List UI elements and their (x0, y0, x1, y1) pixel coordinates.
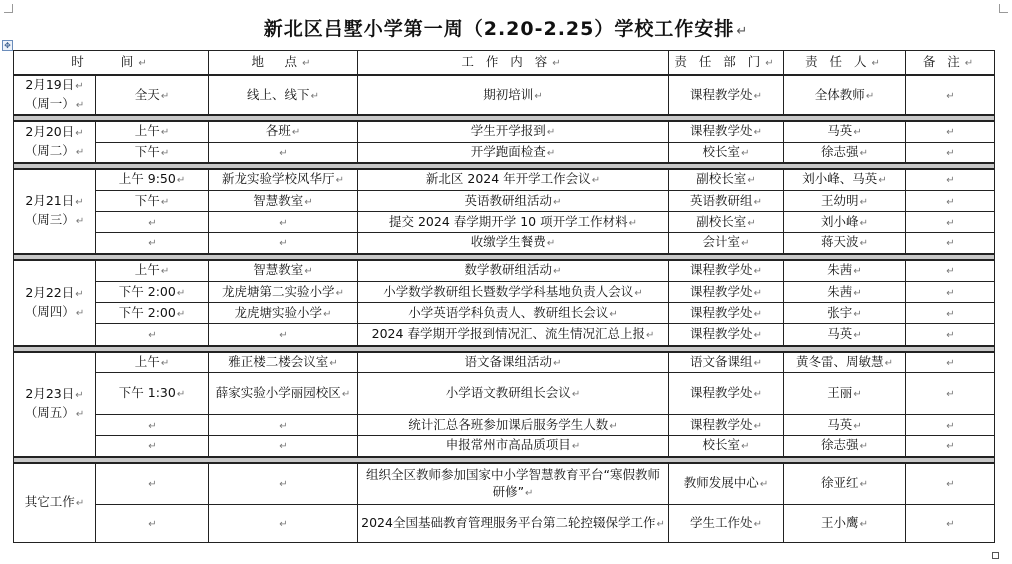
note-cell[interactable]: ↵ (906, 142, 995, 163)
dept-cell[interactable]: 课程教学处↵ (669, 75, 784, 115)
place-cell[interactable]: ↵ (209, 212, 358, 233)
date-text: 其它工作↵ (24, 494, 85, 510)
dept-cell[interactable]: 课程教学处↵ (669, 303, 784, 324)
table-row (14, 142, 995, 163)
person-cell[interactable]: 刘小峰↵ (784, 212, 906, 233)
place-cell[interactable]: 智慧教室↵ (209, 260, 358, 282)
table-header-row (14, 51, 995, 76)
table-row (14, 169, 995, 191)
table-row (14, 324, 995, 346)
header-content: 工 作 内 容↵ (358, 51, 669, 76)
time-cell[interactable]: ↵ (96, 233, 209, 254)
person-cell[interactable]: 张宇↵ (784, 303, 906, 324)
person-cell[interactable]: 蒋天波↵ (784, 233, 906, 254)
table-row (14, 436, 995, 457)
place-cell[interactable]: ↵ (209, 142, 358, 163)
place-cell[interactable]: ↵ (209, 463, 358, 505)
dept-cell[interactable]: 课程教学处↵ (669, 324, 784, 346)
date-cell[interactable] (14, 75, 96, 115)
dept-cell[interactable]: 课程教学处↵ (669, 373, 784, 415)
place-cell[interactable]: 龙虎塘第二实验小学↵ (209, 282, 358, 303)
table-row (14, 373, 995, 415)
note-cell[interactable]: ↵ (906, 303, 995, 324)
table-row (14, 212, 995, 233)
table-move-handle-icon[interactable]: ✥ (2, 40, 13, 51)
time-cell[interactable]: 全天↵ (96, 75, 209, 115)
document-title-text: 新北区吕墅小学第一周（2.20-2.25）学校工作安排 (263, 18, 735, 40)
place-cell[interactable]: ↵ (209, 233, 358, 254)
person-cell[interactable]: 朱茜↵ (784, 260, 906, 282)
person-cell[interactable]: 徐志强↵ (784, 436, 906, 457)
date-cell[interactable] (14, 169, 96, 254)
place-cell[interactable]: 雅正楼二楼会议室↵ (209, 352, 358, 373)
note-cell[interactable]: ↵ (906, 282, 995, 303)
header-time: 时 间↵ (14, 51, 209, 76)
schedule-body (14, 75, 995, 543)
date-cell[interactable] (14, 352, 96, 457)
dept-cell[interactable]: 会计室↵ (669, 233, 784, 254)
dept-cell[interactable]: 课程教学处↵ (669, 415, 784, 436)
time-cell[interactable]: 上午↵ (96, 260, 209, 282)
time-cell[interactable]: 下午 2:00↵ (96, 282, 209, 303)
time-cell[interactable]: 下午 1:30↵ (96, 373, 209, 415)
content-cell[interactable]: 2024 春学期开学报到情况汇、流生情况汇总上报↵ (358, 324, 669, 346)
note-cell[interactable]: ↵ (906, 191, 995, 212)
content-cell[interactable]: 小学英语学科负责人、教研组长会议↵ (358, 303, 669, 324)
time-cell[interactable]: ↵ (96, 212, 209, 233)
table-row (14, 260, 995, 282)
table-row (14, 505, 995, 543)
dept-cell[interactable]: 副校长室↵ (669, 169, 784, 191)
place-cell[interactable]: ↵ (209, 324, 358, 346)
header-place: 地 点↵ (209, 51, 358, 76)
time-cell[interactable]: ↵ (96, 415, 209, 436)
note-cell[interactable]: ↵ (906, 169, 995, 191)
table-row (14, 121, 995, 142)
place-cell[interactable]: ↵ (209, 436, 358, 457)
time-cell[interactable]: 下午↵ (96, 191, 209, 212)
table-row (14, 282, 995, 303)
header-dept: 责 任 部 门↵ (669, 51, 784, 76)
weekday-text: （周五）↵ (24, 405, 85, 420)
person-cell[interactable]: 朱茜↵ (784, 282, 906, 303)
weekday-text: （周二）↵ (24, 142, 85, 158)
dept-cell[interactable]: 副校长室↵ (669, 212, 784, 233)
note-cell[interactable]: ↵ (906, 373, 995, 415)
dept-cell[interactable]: 课程教学处↵ (669, 282, 784, 303)
dept-cell[interactable]: 教师发展中心↵ (669, 463, 784, 505)
place-cell[interactable]: 各班↵ (209, 121, 358, 142)
time-cell[interactable]: 上午↵ (96, 121, 209, 142)
date-text: 2月20日↵ (25, 123, 84, 139)
time-cell[interactable]: 下午↵ (96, 142, 209, 163)
dept-cell[interactable]: 课程教学处↵ (669, 121, 784, 142)
time-cell[interactable]: 下午 2:00↵ (96, 303, 209, 324)
content-cell[interactable]: 组织全区教师参加国家中小学智慧教育平台“寒假教师研修”↵ (358, 463, 669, 505)
weekday-text: （周三）↵ (24, 212, 85, 227)
content-cell[interactable]: 2024全国基础教育管理服务平台第二轮控辍保学工作↵ (358, 505, 669, 543)
content-cell[interactable]: 统计汇总各班参加课后服务学生人数↵ (358, 415, 669, 436)
note-cell[interactable]: ↵ (906, 436, 995, 457)
note-cell[interactable]: ↵ (906, 505, 995, 543)
schedule-table (13, 50, 995, 543)
content-cell[interactable]: 学生开学报到↵ (358, 121, 669, 142)
place-cell[interactable]: ↵ (209, 505, 358, 543)
content-cell[interactable]: 小学数学教研组长暨数学学科基地负责人会议↵ (358, 282, 669, 303)
content-cell[interactable]: 开学跑面检查↵ (358, 142, 669, 163)
note-cell[interactable]: ↵ (906, 352, 995, 373)
time-cell[interactable]: ↵ (96, 505, 209, 543)
table-row (14, 463, 995, 505)
note-cell[interactable]: ↵ (906, 324, 995, 346)
note-cell[interactable]: ↵ (906, 463, 995, 505)
table-row (14, 233, 995, 254)
table-row (14, 352, 995, 373)
place-cell[interactable]: ↵ (209, 415, 358, 436)
content-cell[interactable]: 小学语文教研组长会议↵ (358, 373, 669, 415)
person-cell[interactable]: 马英↵ (784, 415, 906, 436)
time-cell[interactable]: ↵ (96, 324, 209, 346)
person-cell[interactable]: 王丽↵ (784, 373, 906, 415)
table-row (14, 75, 995, 115)
table-row (14, 415, 995, 436)
note-cell[interactable]: ↵ (906, 260, 995, 282)
date-text: 2月22日↵ (25, 284, 84, 300)
date-text: 2月19日↵ (25, 77, 84, 92)
content-cell[interactable]: 语文备课组活动↵ (358, 352, 669, 373)
dept-cell[interactable]: 校长室↵ (669, 436, 784, 457)
person-cell[interactable]: 黄冬雷、周敏慧↵ (784, 352, 906, 373)
time-cell[interactable]: ↵ (96, 436, 209, 457)
date-text: 2月21日↵ (25, 193, 84, 208)
note-cell[interactable]: ↵ (906, 233, 995, 254)
note-cell[interactable]: ↵ (906, 415, 995, 436)
note-cell[interactable]: ↵ (906, 212, 995, 233)
content-cell[interactable]: 新北区 2024 年开学工作会议↵ (358, 169, 669, 191)
place-cell[interactable]: 线上、线下↵ (209, 75, 358, 115)
note-cell[interactable]: ↵ (906, 75, 995, 115)
table-row (14, 303, 995, 324)
document-title (0, 14, 1012, 41)
dept-cell[interactable]: 课程教学处↵ (669, 260, 784, 282)
page-corner-mark-right (999, 4, 1008, 13)
content-cell[interactable]: 申报常州市高品质项目↵ (358, 436, 669, 457)
weekday-text: （周四）↵ (24, 303, 85, 319)
content-cell[interactable]: 收缴学生餐费↵ (358, 233, 669, 254)
table-row (14, 191, 995, 212)
person-cell[interactable]: 徐志强↵ (784, 142, 906, 163)
person-cell[interactable]: 马英↵ (784, 324, 906, 346)
person-cell[interactable]: 全体教师↵ (784, 75, 906, 115)
dept-cell[interactable]: 英语教研组↵ (669, 191, 784, 212)
dept-cell[interactable]: 学生工作处↵ (669, 505, 784, 543)
time-cell[interactable]: 上午↵ (96, 352, 209, 373)
place-cell[interactable]: 智慧教室↵ (209, 191, 358, 212)
content-cell[interactable]: 提交 2024 春学期开学 10 项开学工作材料↵ (358, 212, 669, 233)
time-cell[interactable]: 上午 9:50↵ (96, 169, 209, 191)
dept-cell[interactable]: 校长室↵ (669, 142, 784, 163)
header-note: 备 注↵ (906, 51, 995, 76)
date-text: 2月23日↵ (25, 386, 84, 401)
place-cell[interactable]: 薛家实验小学丽园校区↵ (209, 373, 358, 415)
person-cell[interactable]: 刘小峰、马英↵ (784, 169, 906, 191)
weekday-text: （周一）↵ (24, 96, 85, 111)
person-cell[interactable]: 王小鹰↵ (784, 505, 906, 543)
table-resize-handle-icon[interactable] (992, 552, 999, 559)
place-cell[interactable]: 新龙实验学校风华厅↵ (209, 169, 358, 191)
note-cell[interactable]: ↵ (906, 121, 995, 142)
place-cell[interactable]: 龙虎塘实验小学↵ (209, 303, 358, 324)
person-cell[interactable]: 马英↵ (784, 121, 906, 142)
date-cell[interactable] (14, 121, 96, 163)
paragraph-mark-icon: ↵ (736, 24, 749, 39)
content-cell[interactable]: 英语教研组活动↵ (358, 191, 669, 212)
content-cell[interactable]: 数学教研组活动↵ (358, 260, 669, 282)
dept-cell[interactable]: 语文备课组↵ (669, 352, 784, 373)
page-corner-mark-left (4, 4, 13, 13)
date-cell[interactable] (14, 463, 96, 543)
content-cell[interactable]: 期初培训↵ (358, 75, 669, 115)
time-cell[interactable]: ↵ (96, 463, 209, 505)
header-person: 责 任 人↵ (784, 51, 906, 76)
person-cell[interactable]: 徐亚红↵ (784, 463, 906, 505)
date-cell[interactable] (14, 260, 96, 346)
person-cell[interactable]: 王幼明↵ (784, 191, 906, 212)
